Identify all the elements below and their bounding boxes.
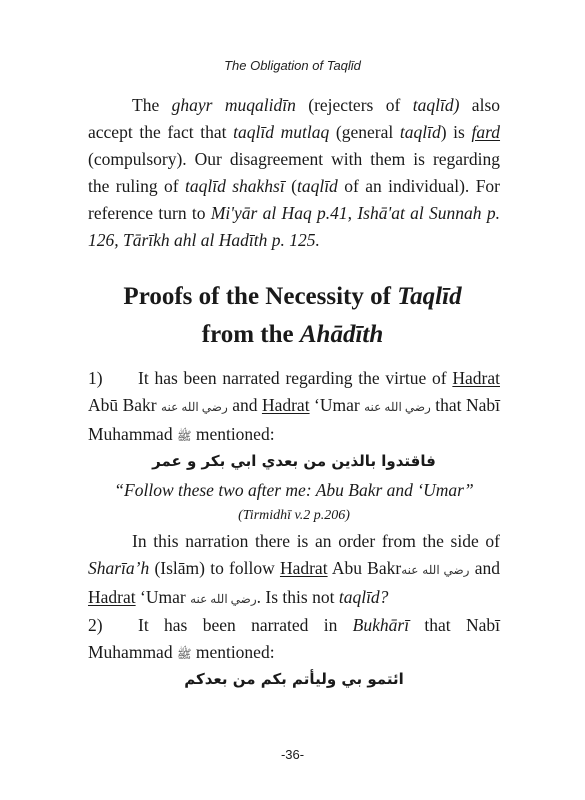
honorific-glyph: رضي الله عنه	[161, 400, 228, 414]
text-span: The	[132, 95, 172, 115]
text-span: and	[227, 395, 262, 415]
text-span: Abū Bakr	[88, 395, 162, 415]
citation-1: (Tirmidhī v.2 p.206)	[238, 508, 350, 523]
text-span: (compulsory). Our disagreement with them is regarding the ruling of	[88, 149, 500, 196]
term-hadrat: Hadrat	[88, 587, 136, 607]
text-span: In this narration there is an order from the side of	[132, 531, 500, 551]
text-span: ‘Umar	[309, 395, 365, 415]
paragraph-intro	[88, 92, 500, 254]
arabic-quote-2: ائتمو بي وليأتم بكم من بعدكم	[184, 670, 404, 688]
numbered-item-2	[88, 612, 500, 668]
paragraph-explanation	[88, 528, 500, 613]
term-hadrat: Hadrat	[261, 395, 310, 415]
text-span: ‘Umar	[135, 587, 191, 607]
honorific-glyph: ﷺ	[176, 647, 192, 661]
section-heading	[60, 278, 525, 354]
heading-term: Taqlīd	[397, 283, 462, 310]
term-taqlid-shakhsi: taqlīd shakhsī	[184, 176, 285, 196]
term-taqlid: taqlīd	[399, 122, 441, 142]
term-taqlid: taqlīd?	[338, 587, 389, 607]
text-span: that Nabī Muhammad	[88, 615, 500, 662]
text-span: and	[469, 558, 500, 578]
text-span: mentioned:	[191, 642, 275, 662]
text-span: . Is this not	[256, 587, 339, 607]
term-fard: fard	[471, 122, 501, 142]
text-span: Abu Bakr	[327, 558, 402, 578]
text-span: (	[284, 176, 297, 196]
term-hadrat: Hadrat	[452, 368, 500, 388]
running-head: The Obligation of Taqlīd	[224, 58, 361, 73]
honorific-glyph: رضي الله عنه	[401, 563, 470, 577]
term-hadrat: Hadrat	[279, 558, 328, 578]
text-span: also accept the fact that	[88, 95, 500, 142]
text-span: that Nabī Muhammad	[88, 395, 500, 444]
heading-line-1	[60, 278, 525, 316]
term-taqlid-mutlaq: taqlīd mutlaq	[233, 122, 330, 142]
text-span: (Islām) to follow	[149, 558, 280, 578]
heading-line-2	[60, 316, 525, 354]
text-span: It has been narrated in	[138, 615, 353, 635]
honorific-glyph: رضي الله عنه	[364, 400, 431, 414]
term-bukhari: Bukhārī	[352, 615, 410, 635]
text-span: (general	[329, 122, 400, 142]
text-span: ) is	[440, 122, 472, 142]
honorific-glyph: ﷺ	[176, 429, 192, 443]
page-number: -36-	[280, 747, 305, 762]
item-number: 2)	[88, 615, 103, 635]
term-taqlid: taqlīd)	[412, 95, 460, 115]
heading-text: Proofs of the Necessity of	[123, 283, 398, 310]
reference-list: Mi'yār al Haq p.41, Ishā'at al Sunnah p. 126, Tārīkh ahl al Hadīth p. 125.	[88, 203, 500, 250]
item-number: 1)	[88, 368, 103, 388]
heading-text: from the	[201, 321, 300, 348]
term-ghayr-muqalidin: ghayr muqalidīn	[171, 95, 296, 115]
text-span: It has been narrated regarding the virtue of	[138, 368, 453, 388]
numbered-item-1	[88, 365, 500, 450]
text-span: of an individual). For reference turn to	[88, 176, 501, 223]
term-sharia: Sharīa’h	[88, 558, 150, 578]
term-taqlid: taqlīd	[296, 176, 338, 196]
arabic-quote-1: فاقتدوا بالذين من بعدي ابي بكر و عمر	[152, 452, 436, 470]
text-span: mentioned:	[191, 424, 275, 444]
heading-term: Ahādīth	[299, 321, 384, 348]
translation-quote-1: “Follow these two after me: Abu Bakr and ‘Umar”	[114, 480, 474, 500]
text-span: (rejecters of	[295, 95, 413, 115]
honorific-glyph: رضي الله عنه	[190, 592, 257, 606]
